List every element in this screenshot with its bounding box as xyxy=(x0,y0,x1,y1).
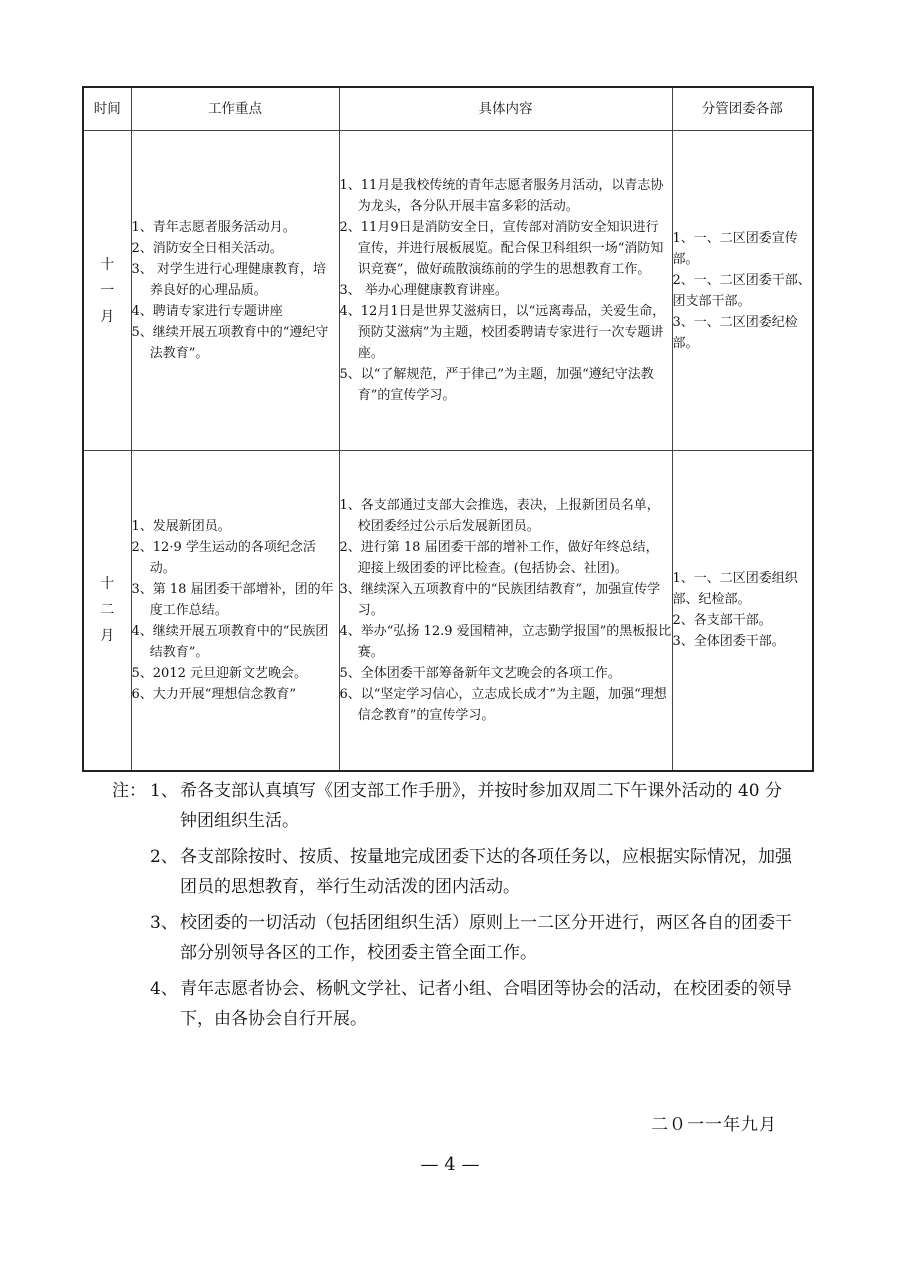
list-item: 2、进行第 18 届团委干部的增补工作，做好年终总结，迎接上级团委的评比检查。(包括协会、社团)。 xyxy=(339,539,659,576)
header-depts: 分管团委各部 xyxy=(672,87,813,131)
note-text: 希各支部认真填写《团支部工作手册》，并按时参加双周二下午课外活动的 40 分钟团组织生活。 xyxy=(180,781,782,831)
list-item: 4、举办“弘扬 12.9 爱国精神，立志勤学报国”的黑板报比赛。 xyxy=(339,623,672,660)
note-text: 校团委的一切活动（包括团组织生活）原则上一二区分开进行，两区各自的团委干部分别领导各区的工作，校团委主管全面工作。 xyxy=(180,913,792,963)
list-item: 3、全体团委干部。 xyxy=(672,634,785,650)
note-number: 3、 xyxy=(150,913,178,933)
list-item: 2、11月9日是消防安全日，宣传部对消防安全知识进行宣传，并进行展板展览。配合保卫科组织一场“消防知识竞赛”，做好疏散演练前的学生的思想教育工作。 xyxy=(339,220,664,277)
list-item: 3、 对学生进行心理健康教育，培养良好的心理品质。 xyxy=(131,262,326,298)
work-plan-table xyxy=(82,86,814,772)
note-item xyxy=(112,842,792,902)
list-item: 5、2012 元旦迎新文艺晚会。 xyxy=(131,665,307,681)
focus-cell xyxy=(131,131,339,451)
header-focus: 工作重点 xyxy=(131,87,339,131)
list-item: 2、一、二区团委干部、团支部干部。 xyxy=(672,272,811,309)
list-item: 3、 举办心理健康教育讲座。 xyxy=(339,283,508,298)
page-number: — 4 — xyxy=(420,1154,480,1175)
content-cell xyxy=(339,131,672,451)
depts-cell xyxy=(672,451,813,771)
list-item: 2、12·9 学生运动的各项纪念活动。 xyxy=(131,539,316,576)
list-item: 6、以“坚定学习信心，立志成长成才”为主题，加强“理想信念教育”的宣传学习。 xyxy=(339,686,667,723)
list-item: 1、青年志愿者服务活动月。 xyxy=(131,220,296,235)
list-item: 1、各支部通过支部大会推选，表决，上报新团员名单，校团委经过公示后发展新团员。 xyxy=(339,497,660,534)
table-row-november xyxy=(83,131,813,451)
list-item: 4、12月1日是世界艾滋病日，以“远离毒品，关爱生命，预防艾滋病”为主题，校团委聘请专家进行一次专题讲座。 xyxy=(339,304,666,361)
month-december: 十 二 月 xyxy=(83,451,131,771)
notes-section xyxy=(112,776,792,1040)
note-text: 青年志愿者协会、杨帆文学社、记者小组、合唱团等协会的活动，在校团委的领导下，由各协会自行开展。 xyxy=(180,979,792,1029)
depts-cell xyxy=(672,131,813,451)
list-item: 3、第 18 届团委干部增补，团的年度工作总结。 xyxy=(131,581,334,618)
notes-prefix: 注： xyxy=(112,781,146,801)
note-number: 2、 xyxy=(150,847,178,867)
list-item: 3、继续深入五项教育中的“民族团结教育”，加强宣传学习。 xyxy=(339,581,661,618)
list-item: 5、以“了解规范，严于律己”为主题，加强“遵纪守法教育”的宣传学习。 xyxy=(339,367,654,403)
list-item: 4、聘请专家进行专题讲座 xyxy=(131,304,283,319)
month-november: 十 一 月 xyxy=(83,131,131,451)
note-text: 各支部除按时、按质、按量地完成团委下达的各项任务以，应根据实际情况，加强团员的思想教育，举行生动活泼的团内活动。 xyxy=(180,847,792,897)
note-number: 1、 xyxy=(150,781,178,801)
table-row-december xyxy=(83,451,813,771)
list-item: 1、11月是我校传统的青年志愿者服务月活动，以青志协为龙头，各分队开展丰富多彩的活动。 xyxy=(339,178,664,214)
document-date: 二０一一年九月 xyxy=(651,1115,777,1135)
list-item: 4、继续开展五项教育中的“民族团结教育”。 xyxy=(131,623,329,660)
focus-cell xyxy=(131,451,339,771)
list-item: 2、各支部干部。 xyxy=(672,613,772,629)
content-cell xyxy=(339,451,672,771)
note-item xyxy=(112,908,792,968)
list-item: 3、一、二区团委纪检部。 xyxy=(672,314,798,351)
list-item: 5、继续开展五项教育中的“遵纪守法教育”。 xyxy=(131,325,329,361)
table-header-row xyxy=(83,87,813,131)
list-item: 6、大力开展“理想信念教育” xyxy=(131,686,297,702)
note-item xyxy=(112,974,792,1034)
list-item: 2、消防安全日相关活动。 xyxy=(131,241,283,256)
list-item: 1、一、二区团委组织部、纪检部。 xyxy=(672,571,798,608)
list-item: 1、一、二区团委宣传部。 xyxy=(672,230,798,267)
list-item: 5、全体团委干部筹备新年文艺晚会的各项工作。 xyxy=(339,665,621,681)
note-item xyxy=(112,776,792,836)
note-number: 4、 xyxy=(150,979,178,999)
header-time: 时间 xyxy=(83,87,131,131)
list-item: 1、发展新团员。 xyxy=(131,518,231,534)
header-content: 具体内容 xyxy=(339,87,672,131)
